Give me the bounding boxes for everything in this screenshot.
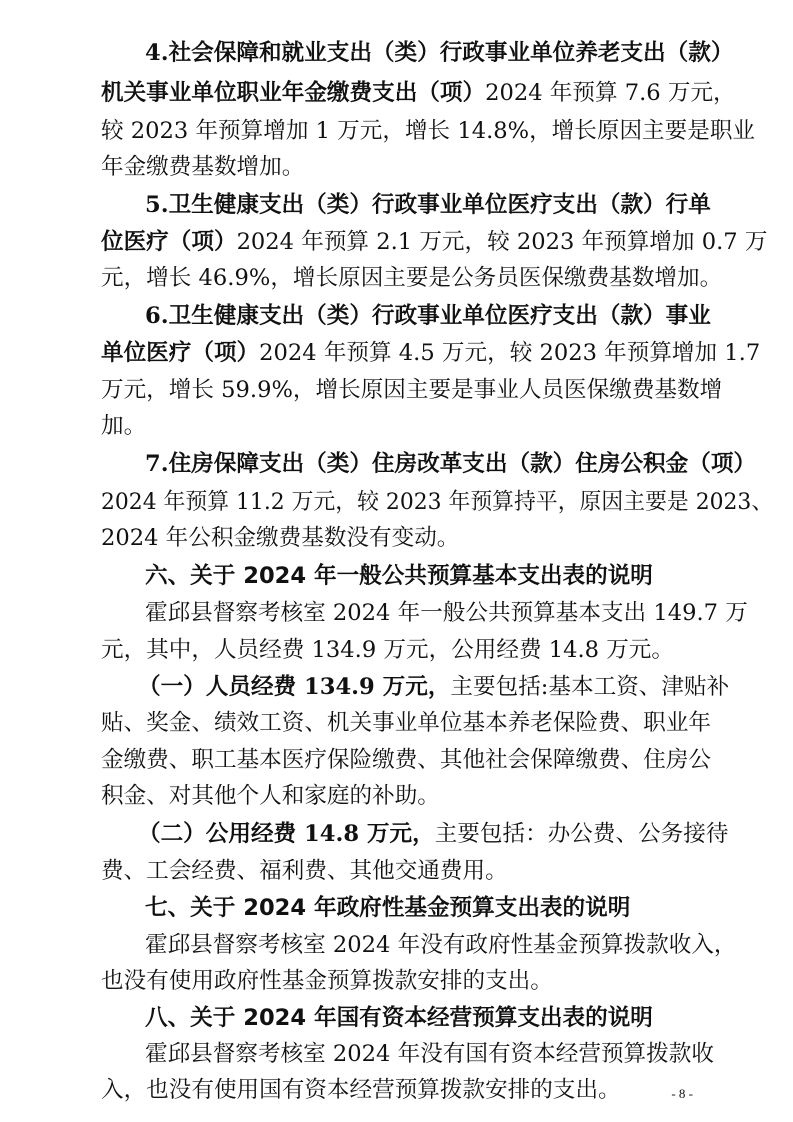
section-6-body-line-1: 霍邱县督察考核室 2024 年一般公共预算基本支出 149.7 万	[145, 600, 748, 626]
item-4-line-1: 4.社会保障和就业支出（类）行政事业单位养老支出（款）	[145, 40, 734, 66]
public-expense-line-2: 费、工会经费、福利费、其他交通费用。	[101, 858, 508, 884]
public-expense-line-1: （二）公用经费 14.8 万元，主要包括：办公费、公务接待	[138, 821, 729, 847]
item-5-line-2: 位医疗（项）2024 年预算 2.1 万元，较 2023 年预算增加 0.7 万	[101, 229, 768, 255]
personnel-expense-line-4: 积金、对其他个人和家庭的补助。	[101, 783, 440, 809]
personnel-expense-line-2: 贴、奖金、绩效工资、机关事业单位基本养老保险费、职业年	[101, 710, 712, 736]
item-4-line-3: 较 2023 年预算增加 1 万元，增长 14.8%，增长原因主要是职业	[101, 118, 756, 144]
section-6-heading: 六、关于 2024 年一般公共预算基本支出表的说明	[145, 563, 653, 589]
item-6-line-1: 6.卫生健康支出（类）行政事业单位医疗支出（款）事业	[145, 303, 711, 329]
item-4-line-2: 机关事业单位职业年金缴费支出（项）2024 年预算 7.6 万元，	[101, 80, 736, 106]
section-7-body-line-1: 霍邱县督察考核室 2024 年没有政府性基金预算拨款收入，	[145, 932, 737, 958]
personnel-expense-line-1: （一）人员经费 134.9 万元，主要包括:基本工资、津贴补	[138, 674, 730, 700]
section-6-body-line-2: 元，其中，人员经费 134.9 万元，公用经费 14.8 万元。	[101, 637, 674, 663]
item-6-line-4: 加。	[101, 413, 147, 439]
personnel-expense-line-3: 金缴费、职工基本医疗保险缴费、其他社会保障缴费、住房公	[101, 747, 712, 773]
item-7-line-2: 2024 年预算 11.2 万元，较 2023 年预算持平，原因主要是 2023、	[101, 489, 774, 515]
item-7-line-1: 7.住房保障支出（类）住房改革支出（款）住房公积金（项）	[145, 451, 757, 477]
section-8-body-line-1: 霍邱县督察考核室 2024 年没有国有资本经营预算拨款收	[145, 1041, 714, 1067]
item-6-line-3: 万元，增长 59.9%，增长原因主要是事业人员医保缴费基数增	[101, 377, 723, 403]
item-5-line-1: 5.卫生健康支出（类）行政事业单位医疗支出（款）行单	[145, 192, 711, 218]
page-number: - 8 -	[671, 1086, 693, 1101]
item-7-line-3: 2024 年公积金缴费基数没有变动。	[101, 525, 460, 551]
item-6-line-2: 单位医疗（项）2024 年预算 4.5 万元，较 2023 年预算增加 1.7	[101, 340, 761, 366]
section-8-heading: 八、关于 2024 年国有资本经营预算支出表的说明	[145, 1005, 653, 1031]
section-8-body-line-2: 入，也没有使用国有资本经营预算拨款安排的支出。	[101, 1077, 621, 1103]
section-7-body-line-2: 也没有使用政府性基金预算拨款安排的支出。	[101, 968, 553, 994]
section-7-heading: 七、关于 2024 年政府性基金预算支出表的说明	[145, 895, 631, 921]
item-4-line-4: 年金缴费基数增加。	[101, 154, 305, 180]
item-5-line-3: 元，增长 46.9%，增长原因主要是公务员医保缴费基数增加。	[101, 265, 723, 291]
